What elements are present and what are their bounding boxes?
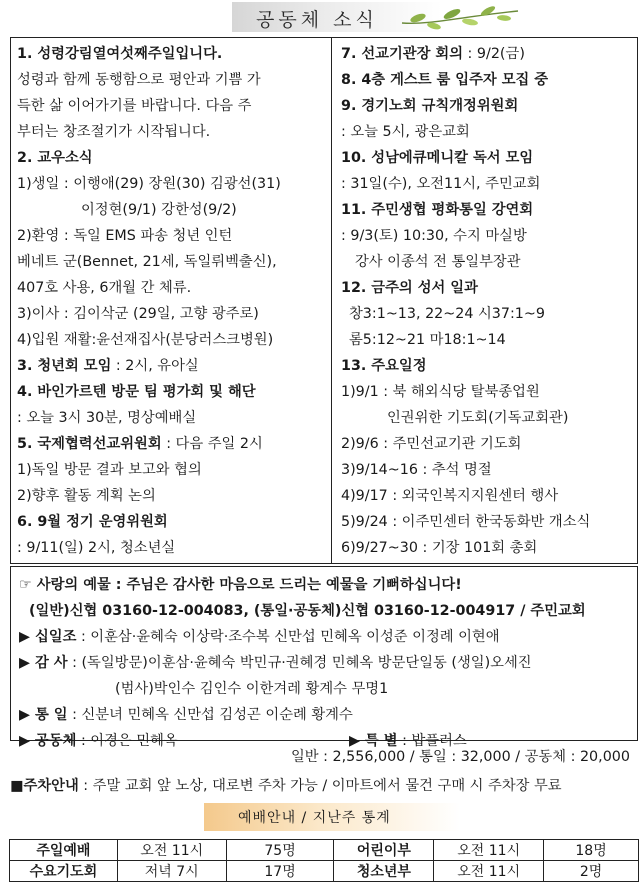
news-line: 3)이사 : 김이삭군 (29일, 고향 광주로) <box>17 306 259 322</box>
news-line: 4)9/17 : 외국인복지지원센터 행사 <box>341 488 559 504</box>
offering-label: ▶ 특 별 <box>349 733 398 749</box>
parking-text: : 주말 교회 앞 노상, 대로변 주차 가능 / 이마트에서 물건 구매 시 주차장 무료 <box>78 778 562 794</box>
table-cell: 저녁 7시 <box>117 861 226 882</box>
service-name-cell: 어린이부 <box>334 840 434 861</box>
parking-info <box>10 773 638 799</box>
table-cell: 2명 <box>544 861 639 882</box>
news-line: 10. 성남에큐메니칼 독서 모임 <box>341 150 534 166</box>
parking-label: ■주차안내 <box>10 778 79 794</box>
news-line: 4. 바인가르텐 방문 팀 평가회 및 해단 <box>17 384 256 400</box>
table-cell: 오전 11시 <box>434 861 544 882</box>
offering-label: ▶ 십일조 <box>19 629 77 645</box>
news-line: : 오늘 3시 30분, 명상예배실 <box>17 410 197 426</box>
offering-box <box>10 566 638 749</box>
news-line: : 9/11(일) 2시, 청소년실 <box>17 540 176 556</box>
table-cell: 오전 11시 <box>434 840 544 861</box>
news-line: 득한 삶 이어가기를 바랍니다. 다음 주 <box>17 98 252 114</box>
news-line: 2)환영 : 독일 EMS 파송 청년 인턴 <box>17 228 233 244</box>
news-detail: : 2시, 유아실 <box>111 358 199 374</box>
news-detail: : 9/2(금) <box>463 46 525 62</box>
news-box <box>10 37 638 564</box>
offering-label: ▶ 감 사 <box>19 655 68 671</box>
table-row <box>10 840 639 861</box>
offering-names: : 이경은 민혜옥 <box>76 733 178 749</box>
news-line: 롬5:12~21 마18:1~14 <box>349 332 506 348</box>
news-heading: 5. 국제협력선교위원회 <box>17 436 162 452</box>
table-cell: 18명 <box>544 840 639 861</box>
news-line: 성령과 함께 동행함으로 평안과 기쁨 가 <box>17 72 261 88</box>
table-cell: 17명 <box>226 861 334 882</box>
news-line: 8. 4층 게스트 룸 입주자 모집 중 <box>341 72 549 88</box>
news-line: 창3:1~13, 22~24 시37:1~9 <box>349 306 545 322</box>
news-line: 부터는 창조절기가 시작됩니다. <box>17 124 211 140</box>
table-cell: 오전 11시 <box>117 840 226 861</box>
news-line: 베네트 군(Bennet, 21세, 독일뤼벡출신), <box>17 254 277 270</box>
news-line: 1)독일 방문 결과 보고와 협의 <box>17 462 202 478</box>
offering-row <box>19 702 637 728</box>
news-line: 4)입원 재활:윤선재집사(분당러스크병원) <box>17 332 274 348</box>
news-line <box>341 41 631 67</box>
account-numbers: (일반)신협 03160-12-004083, (통일·공동체)신협 03160-12-004917 / 주민교회 <box>29 603 586 619</box>
news-line: 1. 성령강림열여섯째주일입니다. <box>17 46 223 62</box>
news-line: 3)9/14~16 : 추석 명절 <box>341 462 492 478</box>
news-line <box>17 353 327 379</box>
news-line <box>17 431 327 457</box>
offering-names: : (독일방문)이훈삼·윤혜숙 박민규·권혜경 민혜옥 방문단일동 (생일)오세진 <box>67 655 532 671</box>
news-line: 2. 교우소식 <box>17 150 93 166</box>
news-line: 6)9/27~30 : 기장 101회 총회 <box>341 540 538 556</box>
table-row <box>10 861 639 882</box>
table-cell: 75명 <box>226 840 334 861</box>
left-column <box>17 41 327 561</box>
news-line: 2)향후 활동 계획 논의 <box>17 488 156 504</box>
service-name-cell: 수요기도회 <box>10 861 118 882</box>
offering-label: ▶ 공동체 <box>19 733 77 749</box>
worship-banner <box>204 803 460 831</box>
news-heading: 7. 선교기관장 회의 <box>341 46 464 62</box>
offering-row <box>19 650 637 676</box>
news-line: 2)9/6 : 주민선교기관 기도회 <box>341 436 522 452</box>
news-line: 12. 금주의 성서 일과 <box>341 280 478 296</box>
offering-names: : 신분녀 민혜옥 신만섭 김성곤 이순례 황계수 <box>67 707 353 723</box>
news-line: 이정현(9/1) 강한성(9/2) <box>81 202 237 218</box>
column-divider <box>331 38 332 563</box>
news-detail: : 다음 주일 2시 <box>161 436 263 452</box>
news-line: 9. 경기노회 규칙개정위원회 <box>341 98 519 114</box>
news-line: 1)생일 : 이행애(29) 장원(30) 김광선(31) <box>17 176 281 192</box>
service-name-cell: 주일예배 <box>10 840 118 861</box>
offering-names: : 밥플러스 <box>397 733 467 749</box>
page-title: 공동체 소식 <box>256 9 378 31</box>
offering-row <box>19 624 637 650</box>
service-name-cell: 청소년부 <box>334 861 434 882</box>
right-column <box>341 41 631 561</box>
worship-title: 예배안내 / 지난주 통계 <box>238 810 391 826</box>
news-line: 11. 주민생협 평화통일 강연회 <box>341 202 534 218</box>
news-line: 인권위한 기도회(기독교회관) <box>387 410 569 426</box>
offering-names: : 이훈삼·윤혜숙 이상락·조수복 신만섭 민혜옥 이성준 이정례 이현애 <box>76 629 500 645</box>
offering-list <box>19 624 637 728</box>
offering-label: ▶ 통 일 <box>19 707 68 723</box>
news-line: 1)9/1 : 북 해외식당 탈북종업원 <box>341 384 540 400</box>
news-line: : 9/3(토) 10:30, 수지 마실방 <box>341 228 527 244</box>
leaf-decoration-icon <box>400 3 520 31</box>
offering-row: (범사)박인수 김인수 이한겨레 황계수 무명1 <box>115 681 389 697</box>
news-line: 407호 사용, 6개월 간 체류. <box>17 280 192 296</box>
worship-stats-table <box>9 839 639 882</box>
news-line: 6. 9월 정기 운영위원회 <box>17 514 168 530</box>
news-line: : 오늘 5시, 광은교회 <box>341 124 470 140</box>
news-line: : 31일(수), 오전11시, 주민교회 <box>341 176 541 192</box>
news-line: 5)9/24 : 이주민센터 한국동화반 개소식 <box>341 514 591 530</box>
offering-amounts: 일반 : 2,556,000 / 통일 : 32,000 / 공동체 : 20,000 <box>290 749 630 765</box>
news-line: 강사 이종석 전 통일부장관 <box>355 254 521 270</box>
offering-heading: ☞ 사랑의 예물 : 주님은 감사한 마음으로 드리는 예물을 기뻐하십니다! <box>19 577 462 593</box>
news-line: 13. 주요일정 <box>341 358 427 374</box>
news-heading: 3. 청년회 모임 <box>17 358 112 374</box>
